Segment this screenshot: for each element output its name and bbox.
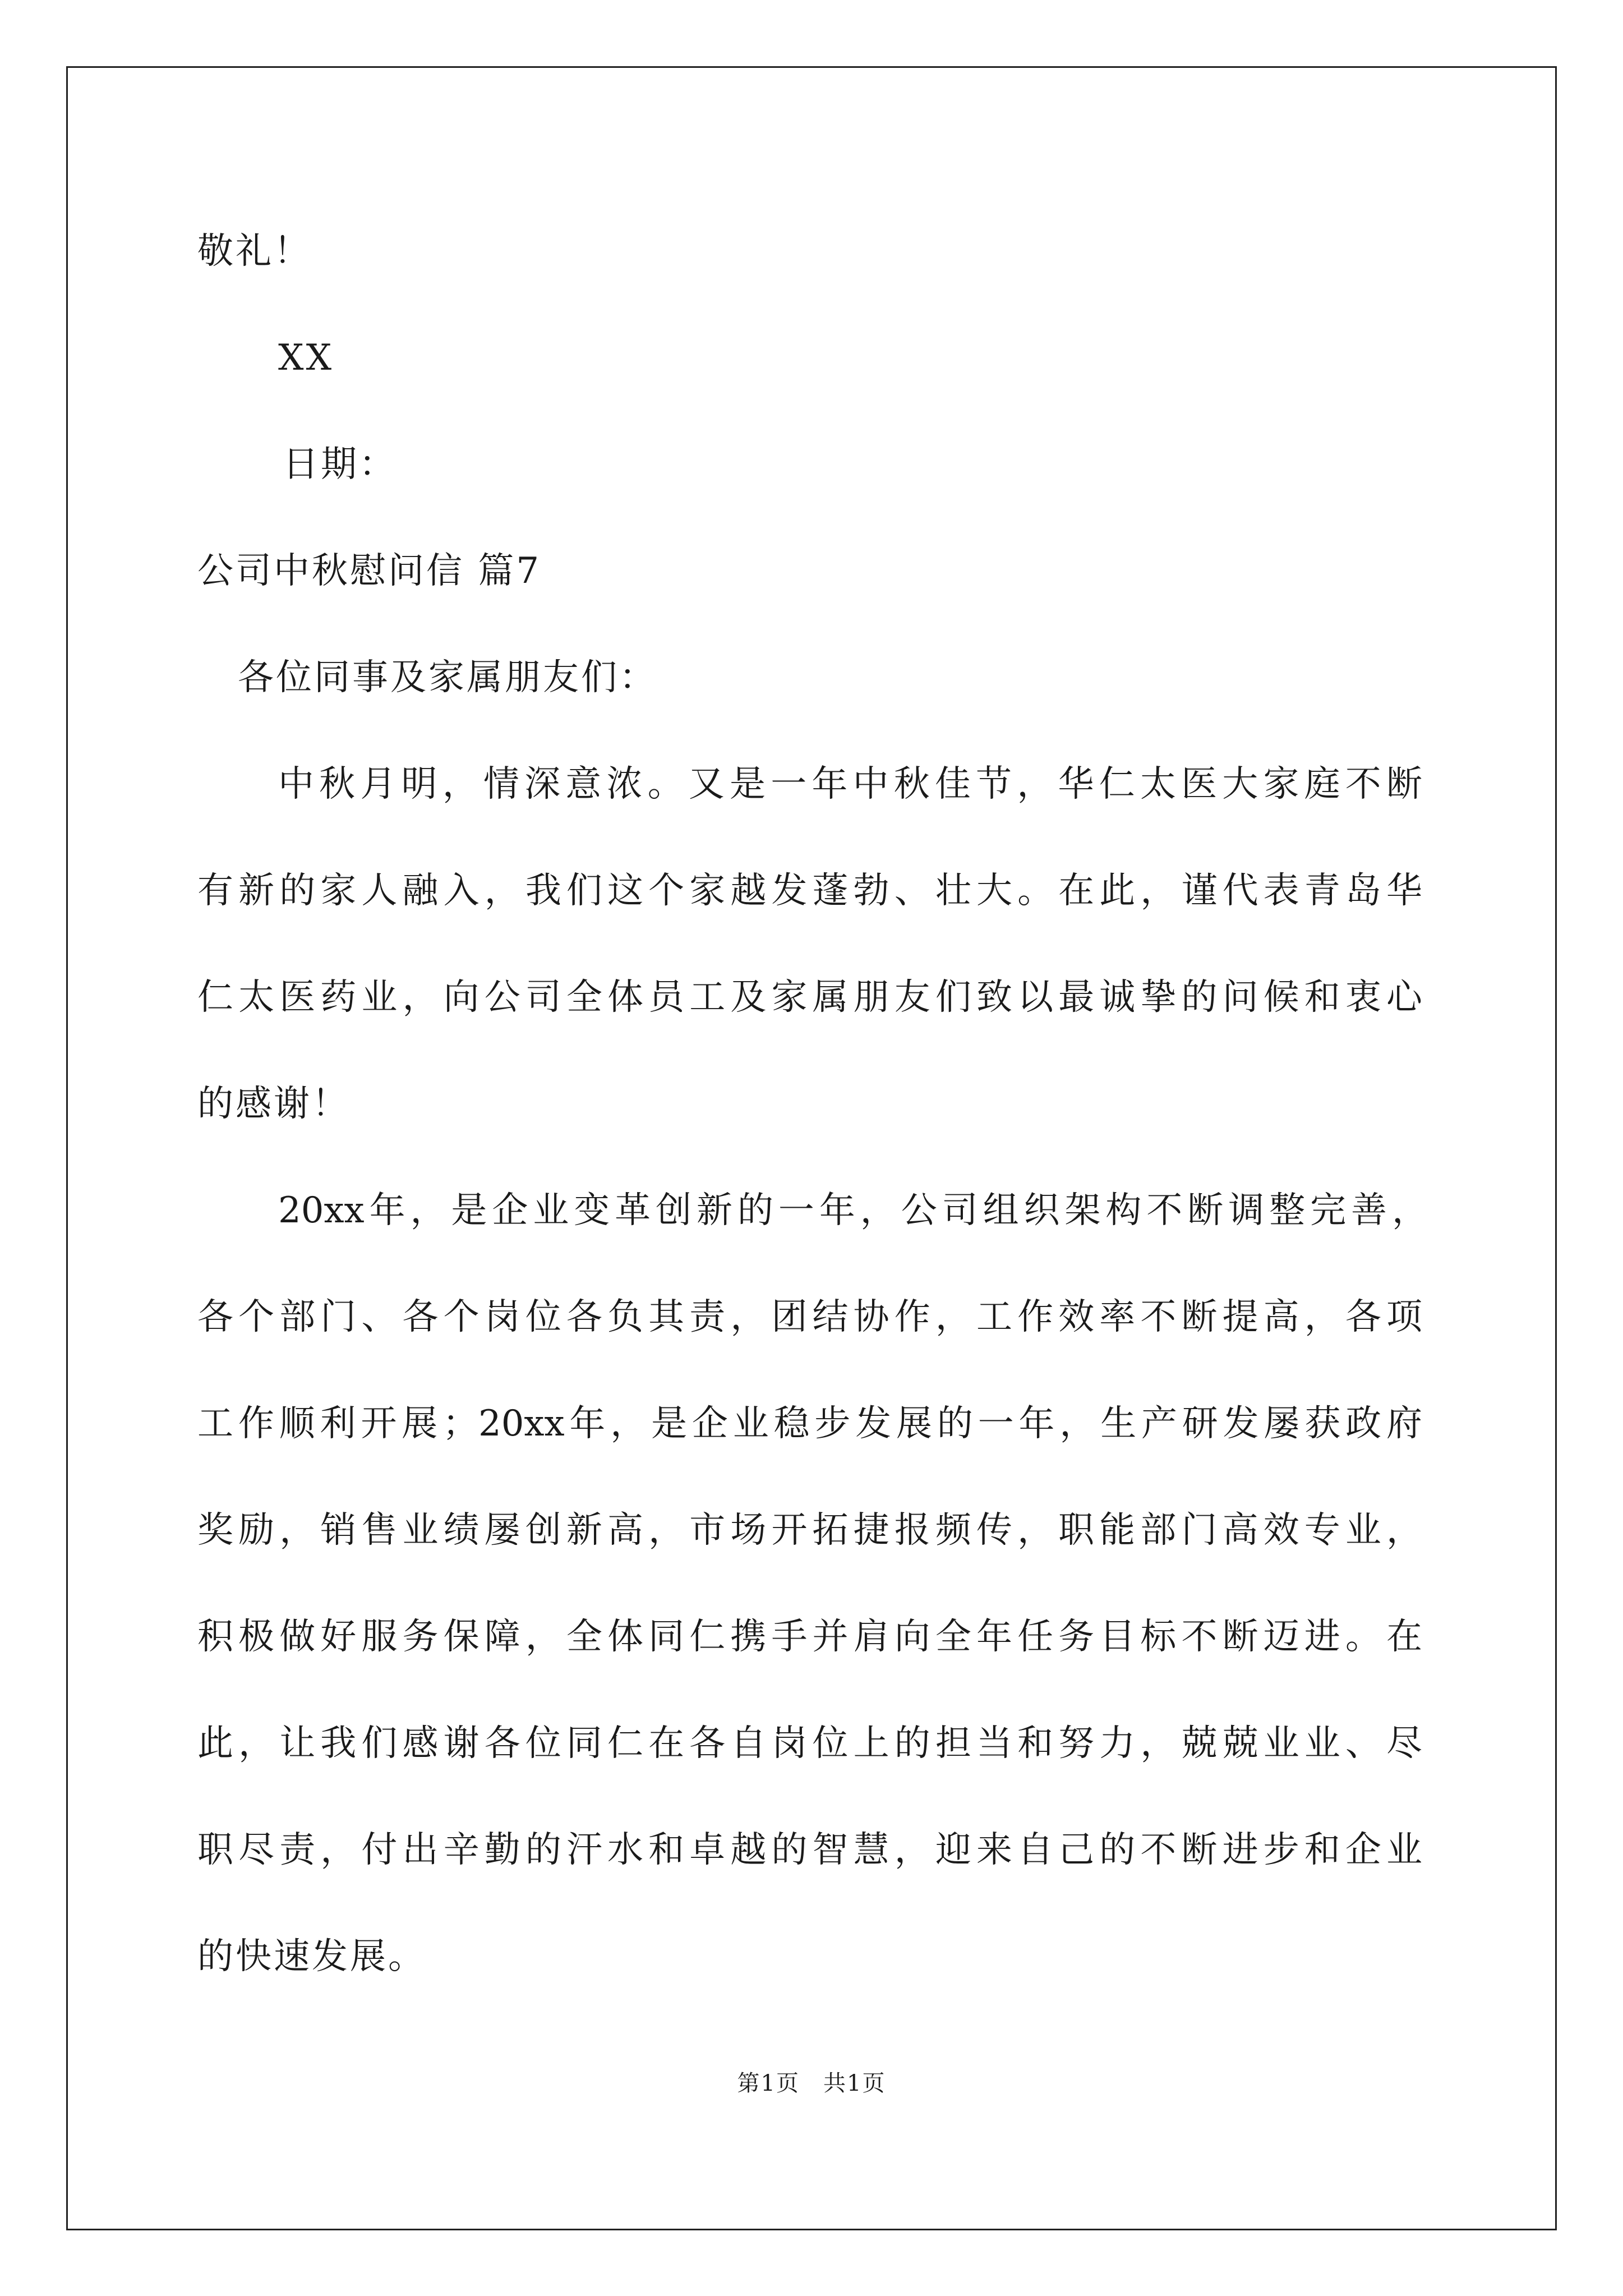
paragraph2-line: 的快速发展。	[197, 1936, 426, 1977]
paragraph2-line: 各个部门、各个岗位各负其责，团结协作，工作效率不断提高，各项	[197, 1296, 1422, 1338]
paragraph1-line: 仁太医药业，向公司全体员工及家属朋友们致以最诚挚的问候和衷心	[197, 977, 1422, 1018]
salutation: 各位同事及家属朋友们：	[238, 657, 657, 698]
paragraph1-line: 有新的家人融入，我们这个家越发蓬勃、壮大。在此，谨代表青岛华	[197, 870, 1422, 912]
paragraph1-line: 中秋月明，情深意浓。又是一年中秋佳节，华仁太医大家庭不断	[278, 763, 1422, 805]
page-border	[66, 66, 1557, 2230]
page-footer: 第1页 共1页	[737, 2070, 886, 2096]
paragraph2-line: 此，让我们感谢各位同仁在各自岗位上的担当和努力，兢兢业业、尽	[197, 1723, 1422, 1764]
paragraph2-line: 职尽责，付出辛勤的汗水和卓越的智慧，迎来自己的不断进步和企业	[197, 1829, 1422, 1871]
paragraph2-line: 奖励，销售业绩屡创新高，市场开拓捷报频传，职能部门高效专业，	[197, 1510, 1422, 1551]
paragraph1-line: 的感谢！	[197, 1083, 350, 1125]
closing-text: 敬礼！	[197, 231, 312, 272]
signature-text: XX	[278, 337, 334, 379]
date-label: 日期：	[283, 444, 397, 485]
section-title: 公司中秋慰问信 篇7	[197, 550, 542, 592]
paragraph2-line: 积极做好服务保障，全体同仁携手并肩向全年任务目标不断迈进。在	[197, 1616, 1422, 1658]
paragraph2-line: 工作顺利开展；20xx年，是企业稳步发展的一年，生产研发屡获政府	[197, 1403, 1422, 1444]
paragraph2-line: 20xx年，是企业变革创新的一年，公司组织架构不断调整完善，	[278, 1190, 1428, 1231]
